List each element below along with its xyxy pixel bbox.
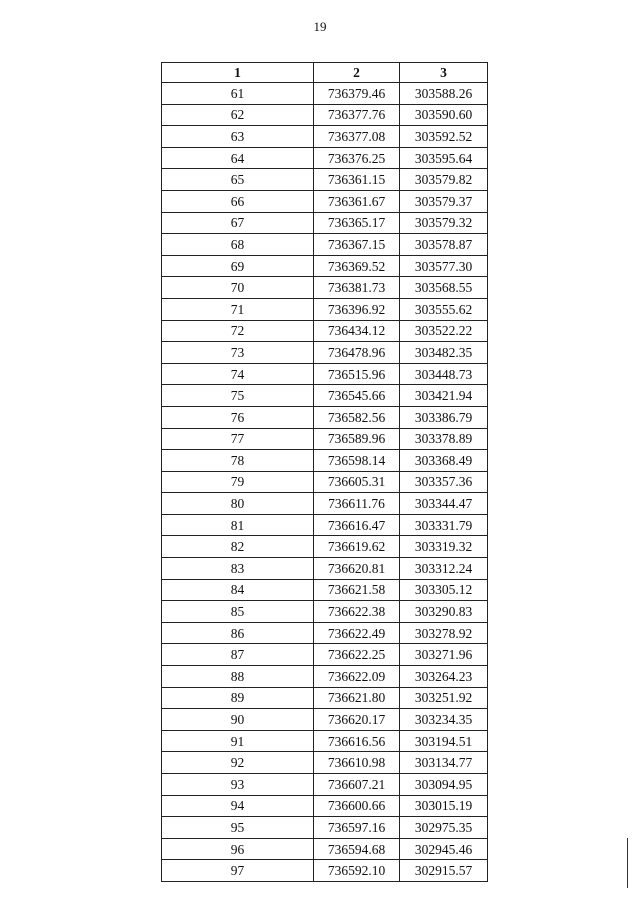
table-row xyxy=(162,126,488,148)
cell-point-number: 95 xyxy=(162,817,314,839)
cell-coordinate-x: 736610.98 xyxy=(314,752,400,774)
cell-coordinate-x: 736377.76 xyxy=(314,104,400,126)
cell-coordinate-y: 303331.79 xyxy=(400,514,488,536)
table-row xyxy=(162,471,488,493)
cell-point-number: 67 xyxy=(162,212,314,234)
cell-coordinate-x: 736545.66 xyxy=(314,385,400,407)
cell-coordinate-y: 303386.79 xyxy=(400,406,488,428)
cell-coordinate-y: 303590.60 xyxy=(400,104,488,126)
cell-coordinate-x: 736434.12 xyxy=(314,320,400,342)
cell-coordinate-y: 303579.32 xyxy=(400,212,488,234)
cell-coordinate-y: 303555.62 xyxy=(400,298,488,320)
cell-coordinate-x: 736620.17 xyxy=(314,709,400,731)
cell-coordinate-y: 302945.46 xyxy=(400,838,488,860)
cell-coordinate-y: 303319.32 xyxy=(400,536,488,558)
cell-coordinate-y: 303234.35 xyxy=(400,709,488,731)
cell-coordinate-x: 736621.80 xyxy=(314,687,400,709)
table-row xyxy=(162,320,488,342)
cell-point-number: 93 xyxy=(162,774,314,796)
table-row xyxy=(162,450,488,472)
cell-point-number: 70 xyxy=(162,277,314,299)
cell-coordinate-y: 303290.83 xyxy=(400,601,488,623)
table-row xyxy=(162,644,488,666)
page-number: 19 xyxy=(313,19,327,34)
cell-point-number: 78 xyxy=(162,450,314,472)
cell-coordinate-y: 303579.82 xyxy=(400,169,488,191)
cell-coordinate-x: 736607.21 xyxy=(314,774,400,796)
table-row xyxy=(162,558,488,580)
cell-coordinate-y: 302915.57 xyxy=(400,860,488,882)
cell-coordinate-y: 303588.26 xyxy=(400,83,488,105)
table-row xyxy=(162,752,488,774)
cell-coordinate-x: 736396.92 xyxy=(314,298,400,320)
cell-coordinate-x: 736589.96 xyxy=(314,428,400,450)
table-row xyxy=(162,774,488,796)
cell-coordinate-y: 303264.23 xyxy=(400,666,488,688)
cell-coordinate-x: 736616.47 xyxy=(314,514,400,536)
cell-point-number: 91 xyxy=(162,730,314,752)
column-header-y: 3 xyxy=(400,63,488,83)
cell-coordinate-x: 736361.67 xyxy=(314,190,400,212)
table-row xyxy=(162,342,488,364)
cell-coordinate-y: 303592.52 xyxy=(400,126,488,148)
cell-point-number: 86 xyxy=(162,622,314,644)
table-row xyxy=(162,817,488,839)
cell-coordinate-y: 303344.47 xyxy=(400,493,488,515)
cell-coordinate-y: 303015.19 xyxy=(400,795,488,817)
cell-coordinate-y: 303522.22 xyxy=(400,320,488,342)
cell-point-number: 76 xyxy=(162,406,314,428)
table-row xyxy=(162,190,488,212)
cell-point-number: 68 xyxy=(162,234,314,256)
cell-point-number: 85 xyxy=(162,601,314,623)
cell-coordinate-x: 736379.46 xyxy=(314,83,400,105)
cell-point-number: 90 xyxy=(162,709,314,731)
cell-coordinate-x: 736582.56 xyxy=(314,406,400,428)
cell-coordinate-x: 736381.73 xyxy=(314,277,400,299)
table-row xyxy=(162,234,488,256)
coordinates-table xyxy=(161,62,488,882)
cell-point-number: 62 xyxy=(162,104,314,126)
cell-point-number: 77 xyxy=(162,428,314,450)
table-row xyxy=(162,838,488,860)
cell-point-number: 65 xyxy=(162,169,314,191)
cell-coordinate-x: 736367.15 xyxy=(314,234,400,256)
cell-coordinate-y: 302975.35 xyxy=(400,817,488,839)
cell-point-number: 63 xyxy=(162,126,314,148)
table-row xyxy=(162,687,488,709)
cell-coordinate-y: 303312.24 xyxy=(400,558,488,580)
table-row xyxy=(162,104,488,126)
table-row xyxy=(162,406,488,428)
cell-point-number: 66 xyxy=(162,190,314,212)
cell-coordinate-x: 736376.25 xyxy=(314,147,400,169)
table-row xyxy=(162,514,488,536)
cell-coordinate-y: 303194.51 xyxy=(400,730,488,752)
cell-coordinate-x: 736621.58 xyxy=(314,579,400,601)
cell-coordinate-x: 736597.16 xyxy=(314,817,400,839)
table-row xyxy=(162,298,488,320)
cell-coordinate-x: 736619.62 xyxy=(314,536,400,558)
cell-point-number: 82 xyxy=(162,536,314,558)
table-row xyxy=(162,730,488,752)
cell-coordinate-x: 736622.09 xyxy=(314,666,400,688)
cell-coordinate-y: 303357.36 xyxy=(400,471,488,493)
table-body xyxy=(162,83,488,882)
cell-coordinate-y: 303579.37 xyxy=(400,190,488,212)
cell-coordinate-y: 303578.87 xyxy=(400,234,488,256)
cell-coordinate-y: 303378.89 xyxy=(400,428,488,450)
cell-coordinate-y: 303251.92 xyxy=(400,687,488,709)
cell-coordinate-x: 736611.76 xyxy=(314,493,400,515)
cell-point-number: 88 xyxy=(162,666,314,688)
table-row xyxy=(162,363,488,385)
cell-point-number: 73 xyxy=(162,342,314,364)
cell-point-number: 75 xyxy=(162,385,314,407)
cell-coordinate-x: 736377.08 xyxy=(314,126,400,148)
column-header-x: 2 xyxy=(314,63,400,83)
table-row xyxy=(162,428,488,450)
cell-coordinate-y: 303482.35 xyxy=(400,342,488,364)
cell-coordinate-x: 736600.66 xyxy=(314,795,400,817)
cell-coordinate-x: 736622.49 xyxy=(314,622,400,644)
cell-point-number: 80 xyxy=(162,493,314,515)
cell-coordinate-x: 736478.96 xyxy=(314,342,400,364)
cell-point-number: 61 xyxy=(162,83,314,105)
cell-point-number: 64 xyxy=(162,147,314,169)
table-row xyxy=(162,666,488,688)
cell-coordinate-x: 736620.81 xyxy=(314,558,400,580)
table-row xyxy=(162,255,488,277)
cell-coordinate-x: 736605.31 xyxy=(314,471,400,493)
cell-coordinate-x: 736515.96 xyxy=(314,363,400,385)
table-row xyxy=(162,277,488,299)
cell-point-number: 89 xyxy=(162,687,314,709)
cell-coordinate-x: 736361.15 xyxy=(314,169,400,191)
cell-coordinate-y: 303134.77 xyxy=(400,752,488,774)
cell-coordinate-x: 736622.25 xyxy=(314,644,400,666)
scan-edge-mark xyxy=(627,838,628,888)
cell-point-number: 81 xyxy=(162,514,314,536)
table-row xyxy=(162,579,488,601)
table-row xyxy=(162,622,488,644)
cell-point-number: 92 xyxy=(162,752,314,774)
table-row xyxy=(162,147,488,169)
table-row xyxy=(162,169,488,191)
table-row xyxy=(162,83,488,105)
cell-coordinate-x: 736369.52 xyxy=(314,255,400,277)
table-row xyxy=(162,709,488,731)
table-row xyxy=(162,795,488,817)
cell-coordinate-y: 303271.96 xyxy=(400,644,488,666)
cell-coordinate-x: 736616.56 xyxy=(314,730,400,752)
cell-coordinate-y: 303595.64 xyxy=(400,147,488,169)
cell-coordinate-y: 303577.30 xyxy=(400,255,488,277)
column-header-point: 1 xyxy=(162,63,314,83)
table-row xyxy=(162,212,488,234)
cell-coordinate-y: 303368.49 xyxy=(400,450,488,472)
cell-coordinate-y: 303421.94 xyxy=(400,385,488,407)
cell-coordinate-y: 303448.73 xyxy=(400,363,488,385)
cell-coordinate-x: 736598.14 xyxy=(314,450,400,472)
table-row xyxy=(162,536,488,558)
table-row xyxy=(162,601,488,623)
cell-point-number: 87 xyxy=(162,644,314,666)
table-row xyxy=(162,493,488,515)
cell-point-number: 96 xyxy=(162,838,314,860)
table-header-row xyxy=(162,63,488,83)
cell-point-number: 79 xyxy=(162,471,314,493)
cell-coordinate-x: 736592.10 xyxy=(314,860,400,882)
cell-coordinate-y: 303278.92 xyxy=(400,622,488,644)
cell-coordinate-y: 303094.95 xyxy=(400,774,488,796)
cell-coordinate-x: 736622.38 xyxy=(314,601,400,623)
cell-point-number: 97 xyxy=(162,860,314,882)
cell-point-number: 69 xyxy=(162,255,314,277)
cell-point-number: 74 xyxy=(162,363,314,385)
cell-point-number: 72 xyxy=(162,320,314,342)
cell-point-number: 84 xyxy=(162,579,314,601)
cell-coordinate-x: 736594.68 xyxy=(314,838,400,860)
cell-coordinate-y: 303305.12 xyxy=(400,579,488,601)
cell-coordinate-y: 303568.55 xyxy=(400,277,488,299)
cell-coordinate-x: 736365.17 xyxy=(314,212,400,234)
cell-point-number: 83 xyxy=(162,558,314,580)
table-row xyxy=(162,385,488,407)
table-row xyxy=(162,860,488,882)
cell-point-number: 94 xyxy=(162,795,314,817)
cell-point-number: 71 xyxy=(162,298,314,320)
